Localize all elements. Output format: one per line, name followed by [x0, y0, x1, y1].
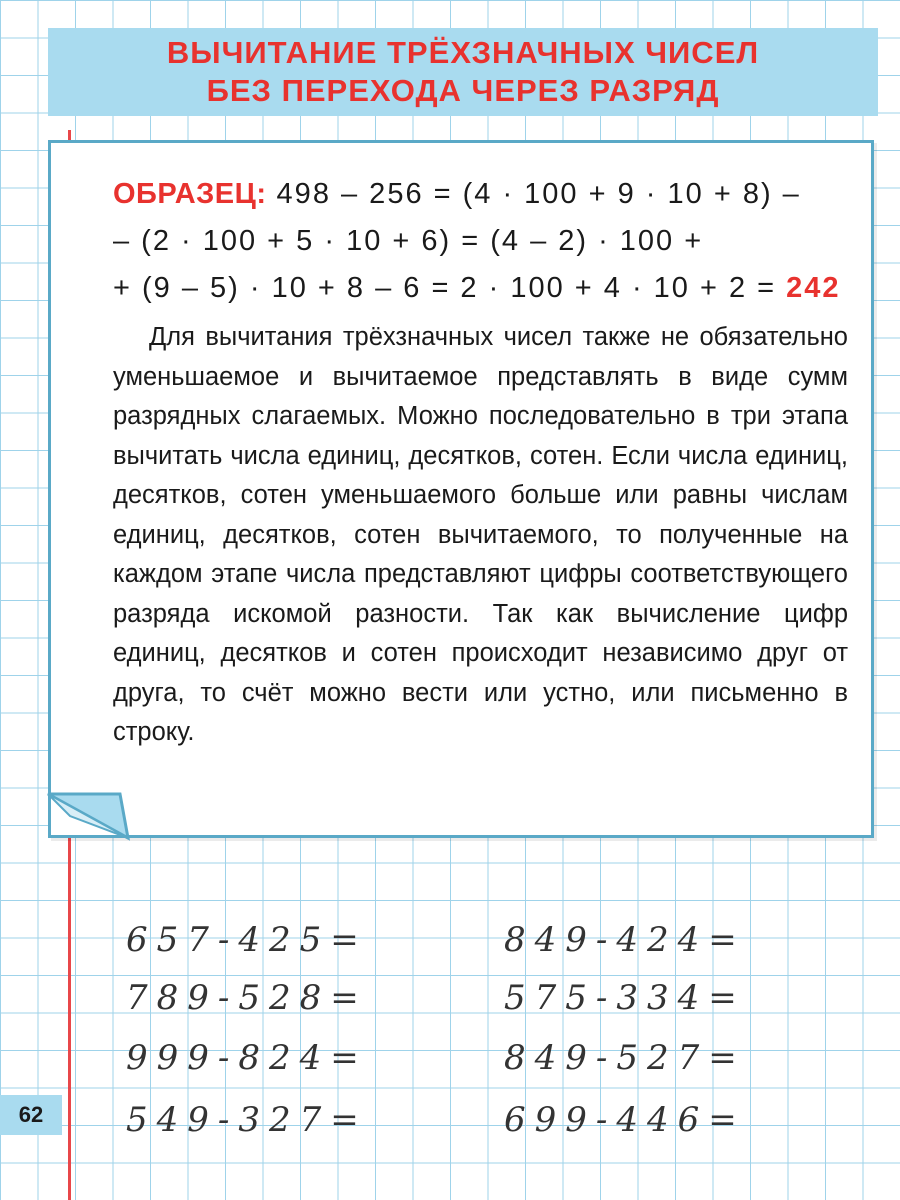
example-line-2: – (2 · 100 + 5 · 10 + 6) = (4 – 2) · 100 + [113, 225, 704, 257]
exercise-item: 789-528= [126, 978, 368, 1018]
rule-text: Для вычитания трёхзначных чисел также не обязательно уменьшаемое и вычитаемое представлять в виде сумм разрядных слагаемых. Можно последовательно в три этапа вычитать числа единиц, десятков, сотен. Если числа единиц, десятков, сотен уменьшаемого больше или равны числам единиц, десятков, сотен вычитаемого, то полученные на каждом этапе числа представляют цифры соответствующего разряда искомой разности. Так как вычисление цифр единиц, десятков и сотен происходит независимо друг от друга, то счёт можно вести или устно, или письменно в строку. [113, 323, 848, 746]
example-text-1: 498 – 256 = (4 · 100 + 9 · 10 + 8) – [266, 178, 801, 210]
example-block [113, 171, 853, 312]
page-number: 62 [0, 1095, 62, 1135]
page-title-line-1: ВЫЧИТАНИЕ ТРЁХЗНАЧНЫХ ЧИСЕЛ [166, 35, 760, 70]
example-line-3 [113, 265, 853, 312]
exercise-area [126, 920, 746, 1160]
exercise-item: 999-824= [126, 1038, 368, 1078]
page-curl-icon [40, 786, 130, 842]
exercise-item: 699-446= [504, 1100, 746, 1140]
exercise-item: 657-425= [126, 920, 368, 960]
exercise-item: 549-327= [126, 1100, 368, 1140]
example-line-1 [113, 171, 853, 218]
example-result: 242 [786, 272, 841, 304]
exercise-item: 575-334= [504, 978, 746, 1018]
page-title-line-2: БЕЗ ПЕРЕХОДА ЧЕРЕЗ РАЗРЯД [206, 73, 720, 108]
title-banner [48, 28, 878, 116]
example-label: ОБРАЗЕЦ: [113, 178, 267, 210]
rule-card [48, 140, 874, 838]
example-text-3: + (9 – 5) · 10 + 8 – 6 = 2 · 100 + 4 · 10 + 2 = [113, 272, 787, 304]
exercise-item: 849-424= [504, 920, 746, 960]
exercise-item: 849-527= [504, 1038, 746, 1078]
